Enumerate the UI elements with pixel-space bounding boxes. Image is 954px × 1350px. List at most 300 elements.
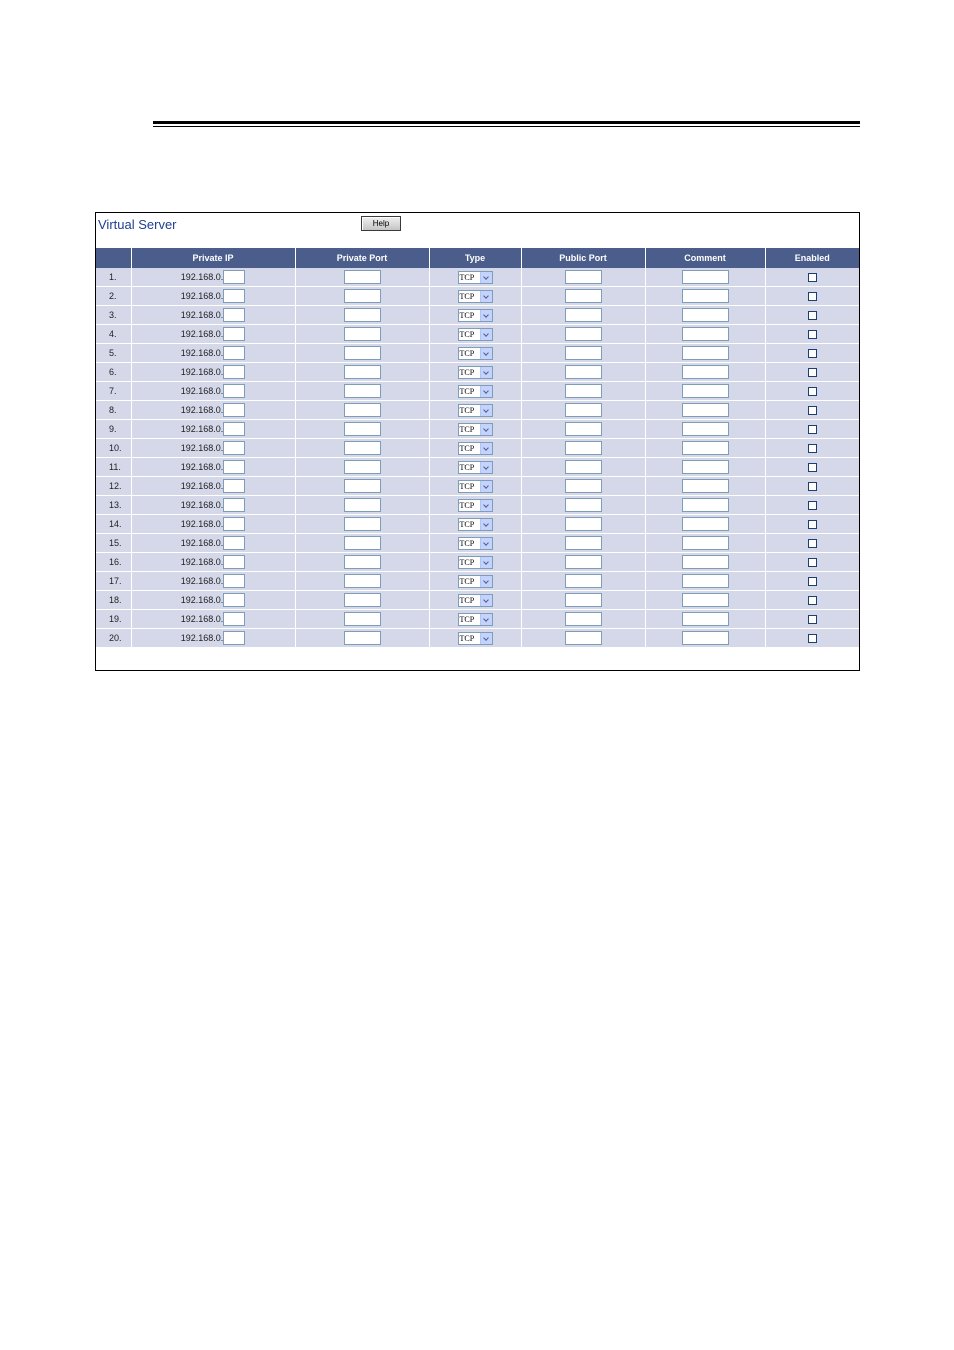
chevron-down-icon[interactable] <box>480 310 492 321</box>
help-button[interactable]: Help <box>361 216 401 231</box>
public-port-input[interactable] <box>565 460 602 474</box>
private-port-cell <box>295 458 429 477</box>
private-ip-input[interactable] <box>223 536 245 550</box>
public-port-input[interactable] <box>565 270 602 284</box>
table-row <box>96 363 859 382</box>
type-cell <box>429 306 521 325</box>
private-port-input[interactable] <box>344 479 381 493</box>
type-cell <box>429 268 521 287</box>
type-select[interactable] <box>458 290 493 303</box>
table-row <box>96 572 859 591</box>
private-port-input[interactable] <box>344 612 381 626</box>
chevron-down-icon[interactable] <box>480 500 492 511</box>
public-port-cell <box>521 439 645 458</box>
private-port-input[interactable] <box>344 365 381 379</box>
public-port-input[interactable] <box>565 479 602 493</box>
enabled-checkbox[interactable] <box>808 273 817 282</box>
chevron-down-icon[interactable] <box>480 405 492 416</box>
enabled-checkbox[interactable] <box>808 482 817 491</box>
row-number: 2. <box>96 287 131 306</box>
public-port-input[interactable] <box>565 612 602 626</box>
comment-cell <box>645 325 765 344</box>
private-ip-cell <box>131 591 295 610</box>
row-number: 18. <box>96 591 131 610</box>
private-ip-cell <box>131 477 295 496</box>
row-number: 13. <box>96 496 131 515</box>
enabled-cell <box>765 572 859 591</box>
ip-prefix-label: 192.168.0. <box>180 310 224 320</box>
comment-cell <box>645 515 765 534</box>
enabled-cell <box>765 382 859 401</box>
type-select[interactable] <box>458 499 493 512</box>
chevron-down-icon[interactable] <box>480 386 492 397</box>
enabled-checkbox[interactable] <box>808 634 817 643</box>
public-port-input[interactable] <box>565 403 602 417</box>
table-row <box>96 287 859 306</box>
comment-input[interactable] <box>682 289 729 303</box>
chevron-down-icon[interactable] <box>480 538 492 549</box>
comment-input[interactable] <box>682 308 729 322</box>
type-cell <box>429 458 521 477</box>
row-number: 11. <box>96 458 131 477</box>
type-select[interactable] <box>458 480 493 493</box>
row-number: 17. <box>96 572 131 591</box>
table-row <box>96 515 859 534</box>
chevron-down-icon[interactable] <box>480 557 492 568</box>
comment-input[interactable] <box>682 460 729 474</box>
private-ip-input[interactable] <box>223 403 245 417</box>
type-cell <box>429 382 521 401</box>
private-port-input[interactable] <box>344 631 381 645</box>
type-select[interactable] <box>458 385 493 398</box>
private-ip-cell <box>131 306 295 325</box>
chevron-down-icon[interactable] <box>480 443 492 454</box>
enabled-checkbox[interactable] <box>808 368 817 377</box>
type-select[interactable] <box>458 442 493 455</box>
private-port-input[interactable] <box>344 346 381 360</box>
public-port-cell <box>521 306 645 325</box>
enabled-checkbox[interactable] <box>808 615 817 624</box>
public-port-input[interactable] <box>565 308 602 322</box>
chevron-down-icon[interactable] <box>480 367 492 378</box>
private-ip-cell <box>131 420 295 439</box>
row-number: 7. <box>96 382 131 401</box>
chevron-down-icon[interactable] <box>480 348 492 359</box>
row-number: 14. <box>96 515 131 534</box>
private-ip-input[interactable] <box>223 593 245 607</box>
type-select[interactable] <box>458 556 493 569</box>
private-port-input[interactable] <box>344 422 381 436</box>
enabled-cell <box>765 325 859 344</box>
comment-input[interactable] <box>682 631 729 645</box>
header-public-port: Public Port <box>521 248 645 268</box>
type-select[interactable] <box>458 366 493 379</box>
private-port-cell <box>295 268 429 287</box>
type-select-value: TCP <box>459 272 475 282</box>
enabled-cell <box>765 591 859 610</box>
type-select-value: TCP <box>459 291 475 301</box>
enabled-cell <box>765 477 859 496</box>
row-number: 9. <box>96 420 131 439</box>
enabled-checkbox[interactable] <box>808 577 817 586</box>
virtual-server-table <box>96 248 859 648</box>
table-row <box>96 629 859 648</box>
enabled-cell <box>765 420 859 439</box>
public-port-cell <box>521 629 645 648</box>
type-select-value: TCP <box>459 310 475 320</box>
comment-input[interactable] <box>682 403 729 417</box>
enabled-checkbox[interactable] <box>808 330 817 339</box>
type-cell <box>429 287 521 306</box>
table-row <box>96 344 859 363</box>
type-select-value: TCP <box>459 500 475 510</box>
private-ip-input[interactable] <box>223 270 245 284</box>
private-port-input[interactable] <box>344 555 381 569</box>
public-port-input[interactable] <box>565 365 602 379</box>
private-port-input[interactable] <box>344 574 381 588</box>
private-port-cell <box>295 534 429 553</box>
type-select-value: TCP <box>459 405 475 415</box>
enabled-checkbox[interactable] <box>808 501 817 510</box>
comment-input[interactable] <box>682 498 729 512</box>
public-port-input[interactable] <box>565 593 602 607</box>
table-row <box>96 458 859 477</box>
private-ip-input[interactable] <box>223 289 245 303</box>
ip-prefix-label: 192.168.0. <box>180 519 224 529</box>
type-select[interactable] <box>458 518 493 531</box>
public-port-input[interactable] <box>565 441 602 455</box>
type-select-value: TCP <box>459 538 475 548</box>
comment-input[interactable] <box>682 574 729 588</box>
comment-cell <box>645 572 765 591</box>
table-row <box>96 534 859 553</box>
chevron-down-icon[interactable] <box>480 633 492 644</box>
comment-cell <box>645 458 765 477</box>
comment-cell <box>645 401 765 420</box>
comment-input[interactable] <box>682 479 729 493</box>
private-ip-input[interactable] <box>223 612 245 626</box>
public-port-cell <box>521 287 645 306</box>
private-ip-cell <box>131 344 295 363</box>
comment-input[interactable] <box>682 555 729 569</box>
ip-prefix-label: 192.168.0. <box>180 443 224 453</box>
ip-prefix-label: 192.168.0. <box>180 424 224 434</box>
public-port-input[interactable] <box>565 346 602 360</box>
private-port-cell <box>295 306 429 325</box>
row-number: 3. <box>96 306 131 325</box>
private-port-cell <box>295 325 429 344</box>
enabled-cell <box>765 515 859 534</box>
ip-prefix-label: 192.168.0. <box>180 329 224 339</box>
type-select[interactable] <box>458 575 493 588</box>
private-port-input[interactable] <box>344 327 381 341</box>
private-port-cell <box>295 515 429 534</box>
ip-prefix-label: 192.168.0. <box>180 291 224 301</box>
type-cell <box>429 572 521 591</box>
chevron-down-icon[interactable] <box>480 614 492 625</box>
private-ip-input[interactable] <box>223 460 245 474</box>
enabled-cell <box>765 610 859 629</box>
comment-input[interactable] <box>682 593 729 607</box>
header-comment: Comment <box>645 248 765 268</box>
comment-input[interactable] <box>682 536 729 550</box>
comment-input[interactable] <box>682 422 729 436</box>
comment-input[interactable] <box>682 517 729 531</box>
public-port-input[interactable] <box>565 498 602 512</box>
type-select-value: TCP <box>459 443 475 453</box>
type-cell <box>429 610 521 629</box>
type-select-value: TCP <box>459 329 475 339</box>
private-ip-cell <box>131 534 295 553</box>
ip-prefix-label: 192.168.0. <box>180 348 224 358</box>
comment-cell <box>645 553 765 572</box>
private-port-cell <box>295 401 429 420</box>
enabled-cell <box>765 629 859 648</box>
private-port-cell <box>295 382 429 401</box>
enabled-checkbox[interactable] <box>808 349 817 358</box>
header-enabled: Enabled <box>765 248 859 268</box>
chevron-down-icon[interactable] <box>480 272 492 283</box>
comment-input[interactable] <box>682 384 729 398</box>
comment-input[interactable] <box>682 441 729 455</box>
enabled-cell <box>765 553 859 572</box>
private-port-input[interactable] <box>344 517 381 531</box>
private-port-input[interactable] <box>344 536 381 550</box>
comment-cell <box>645 268 765 287</box>
private-ip-cell <box>131 553 295 572</box>
type-select-value: TCP <box>459 424 475 434</box>
ip-prefix-label: 192.168.0. <box>180 576 224 586</box>
comment-cell <box>645 629 765 648</box>
enabled-checkbox[interactable] <box>808 406 817 415</box>
type-select[interactable] <box>458 347 493 360</box>
public-port-input[interactable] <box>565 574 602 588</box>
private-port-input[interactable] <box>344 289 381 303</box>
private-port-input[interactable] <box>344 270 381 284</box>
chevron-down-icon[interactable] <box>480 519 492 530</box>
ip-prefix-label: 192.168.0. <box>180 500 224 510</box>
type-select[interactable] <box>458 613 493 626</box>
public-port-input[interactable] <box>565 631 602 645</box>
type-cell <box>429 420 521 439</box>
comment-cell <box>645 534 765 553</box>
enabled-checkbox[interactable] <box>808 311 817 320</box>
ip-prefix-label: 192.168.0. <box>180 557 224 567</box>
table-row <box>96 401 859 420</box>
type-select[interactable] <box>458 594 493 607</box>
type-select-value: TCP <box>459 519 475 529</box>
private-port-cell <box>295 439 429 458</box>
public-port-input[interactable] <box>565 517 602 531</box>
private-port-cell <box>295 610 429 629</box>
enabled-checkbox[interactable] <box>808 539 817 548</box>
private-ip-cell <box>131 496 295 515</box>
private-ip-input[interactable] <box>223 517 245 531</box>
private-port-cell <box>295 477 429 496</box>
enabled-cell <box>765 344 859 363</box>
header-rule-thick <box>153 121 860 124</box>
private-ip-input[interactable] <box>223 631 245 645</box>
private-ip-cell <box>131 439 295 458</box>
private-port-cell <box>295 572 429 591</box>
type-select[interactable] <box>458 537 493 550</box>
type-cell <box>429 629 521 648</box>
header-private-port: Private Port <box>295 248 429 268</box>
enabled-cell <box>765 458 859 477</box>
public-port-cell <box>521 382 645 401</box>
private-port-cell <box>295 629 429 648</box>
type-select-value: TCP <box>459 386 475 396</box>
type-cell <box>429 553 521 572</box>
row-number: 6. <box>96 363 131 382</box>
public-port-cell <box>521 325 645 344</box>
comment-input[interactable] <box>682 327 729 341</box>
private-ip-input[interactable] <box>223 308 245 322</box>
private-ip-input[interactable] <box>223 422 245 436</box>
table-row <box>96 477 859 496</box>
header-type: Type <box>429 248 521 268</box>
private-port-cell <box>295 363 429 382</box>
private-ip-cell <box>131 268 295 287</box>
comment-input[interactable] <box>682 346 729 360</box>
public-port-cell <box>521 477 645 496</box>
public-port-cell <box>521 610 645 629</box>
type-select[interactable] <box>458 461 493 474</box>
chevron-down-icon[interactable] <box>480 576 492 587</box>
ip-prefix-label: 192.168.0. <box>180 633 224 643</box>
comment-input[interactable] <box>682 365 729 379</box>
row-number: 1. <box>96 268 131 287</box>
public-port-input[interactable] <box>565 422 602 436</box>
enabled-checkbox[interactable] <box>808 292 817 301</box>
table-row <box>96 306 859 325</box>
comment-cell <box>645 610 765 629</box>
private-ip-input[interactable] <box>223 441 245 455</box>
type-select[interactable] <box>458 328 493 341</box>
private-ip-input[interactable] <box>223 574 245 588</box>
table-header-row <box>96 248 859 268</box>
type-select-value: TCP <box>459 557 475 567</box>
enabled-checkbox[interactable] <box>808 558 817 567</box>
private-ip-input[interactable] <box>223 327 245 341</box>
private-port-cell <box>295 591 429 610</box>
row-number: 12. <box>96 477 131 496</box>
comment-cell <box>645 363 765 382</box>
type-select-value: TCP <box>459 481 475 491</box>
table-row <box>96 591 859 610</box>
chevron-down-icon[interactable] <box>480 329 492 340</box>
private-port-input[interactable] <box>344 498 381 512</box>
chevron-down-icon[interactable] <box>480 595 492 606</box>
table-row <box>96 439 859 458</box>
private-port-input[interactable] <box>344 460 381 474</box>
private-port-input[interactable] <box>344 593 381 607</box>
type-select[interactable] <box>458 309 493 322</box>
public-port-cell <box>521 458 645 477</box>
type-select-value: TCP <box>459 576 475 586</box>
private-port-input[interactable] <box>344 384 381 398</box>
enabled-cell <box>765 439 859 458</box>
comment-cell <box>645 382 765 401</box>
ip-prefix-label: 192.168.0. <box>180 405 224 415</box>
private-ip-input[interactable] <box>223 346 245 360</box>
private-port-cell <box>295 496 429 515</box>
panel-title: Virtual Server <box>98 217 177 232</box>
private-ip-cell <box>131 515 295 534</box>
type-cell <box>429 496 521 515</box>
private-ip-input[interactable] <box>223 365 245 379</box>
enabled-cell <box>765 401 859 420</box>
private-ip-input[interactable] <box>223 384 245 398</box>
row-number: 10. <box>96 439 131 458</box>
enabled-checkbox[interactable] <box>808 444 817 453</box>
table-row <box>96 268 859 287</box>
enabled-checkbox[interactable] <box>808 387 817 396</box>
ip-prefix-label: 192.168.0. <box>180 595 224 605</box>
public-port-input[interactable] <box>565 536 602 550</box>
type-select-value: TCP <box>459 633 475 643</box>
comment-cell <box>645 420 765 439</box>
enabled-checkbox[interactable] <box>808 425 817 434</box>
type-select-value: TCP <box>459 462 475 472</box>
private-ip-input[interactable] <box>223 555 245 569</box>
type-select-value: TCP <box>459 614 475 624</box>
comment-cell <box>645 496 765 515</box>
enabled-cell <box>765 268 859 287</box>
table-row <box>96 496 859 515</box>
chevron-down-icon[interactable] <box>480 462 492 473</box>
type-select[interactable] <box>458 404 493 417</box>
public-port-cell <box>521 496 645 515</box>
private-port-input[interactable] <box>344 403 381 417</box>
chevron-down-icon[interactable] <box>480 424 492 435</box>
type-select[interactable] <box>458 632 493 645</box>
type-select[interactable] <box>458 271 493 284</box>
chevron-down-icon[interactable] <box>480 481 492 492</box>
private-port-input[interactable] <box>344 441 381 455</box>
public-port-input[interactable] <box>565 289 602 303</box>
private-port-input[interactable] <box>344 308 381 322</box>
comment-input[interactable] <box>682 270 729 284</box>
chevron-down-icon[interactable] <box>480 291 492 302</box>
enabled-checkbox[interactable] <box>808 520 817 529</box>
private-ip-cell <box>131 610 295 629</box>
table-row <box>96 382 859 401</box>
type-cell <box>429 344 521 363</box>
header-number <box>96 248 131 268</box>
enabled-checkbox[interactable] <box>808 596 817 605</box>
private-ip-cell <box>131 287 295 306</box>
public-port-input[interactable] <box>565 555 602 569</box>
public-port-input[interactable] <box>565 384 602 398</box>
public-port-input[interactable] <box>565 327 602 341</box>
type-select[interactable] <box>458 423 493 436</box>
comment-cell <box>645 306 765 325</box>
private-port-cell <box>295 553 429 572</box>
private-ip-cell <box>131 325 295 344</box>
type-cell <box>429 477 521 496</box>
ip-prefix-label: 192.168.0. <box>180 538 224 548</box>
table-body <box>96 268 859 648</box>
public-port-cell <box>521 553 645 572</box>
enabled-checkbox[interactable] <box>808 463 817 472</box>
private-ip-input[interactable] <box>223 479 245 493</box>
type-cell <box>429 515 521 534</box>
type-select-value: TCP <box>459 348 475 358</box>
comment-input[interactable] <box>682 612 729 626</box>
private-ip-input[interactable] <box>223 498 245 512</box>
row-number: 15. <box>96 534 131 553</box>
